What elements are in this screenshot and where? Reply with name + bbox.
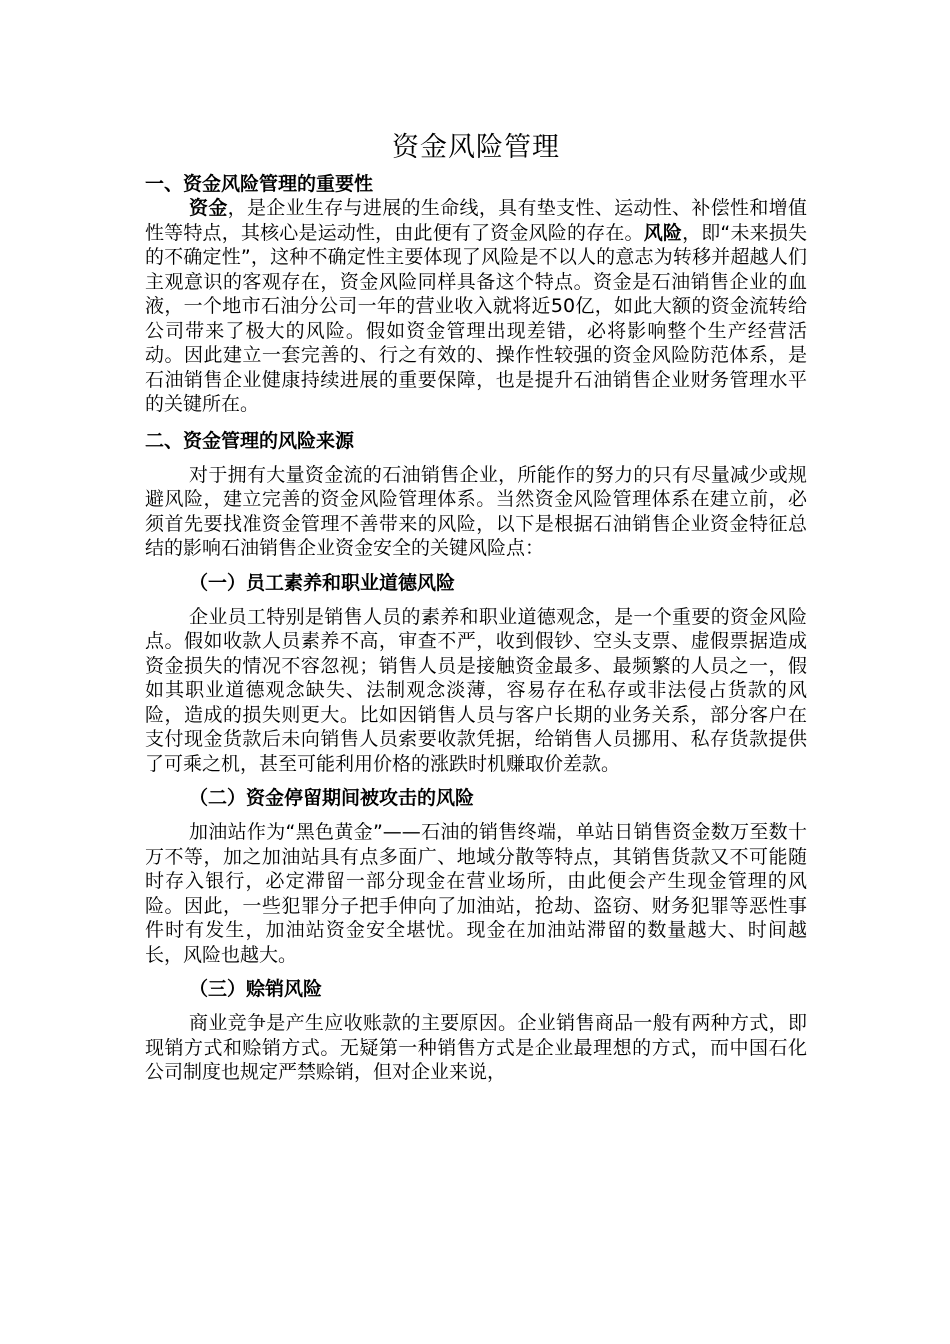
paragraph-cash-attack: 加油站作为“黑色黄金”——石油的销售终端，单站日销售资金数万至数十万不等，加之加油站具有点多面广、地域分散等特点，其销售货款又不可能随时存入银行，必定滞留一部分现金在营业场所，由此便会产生现金管理的风险。因此，一些犯罪分子把手伸向了加油站，抢劫、盗窃、财务犯罪等恶性事件时有发生，加油站资金安全堪忧。现金在加油站滞留的数量越大、时间越长，风险也越大。: [145, 821, 807, 966]
document-title: 资金风险管理: [392, 132, 560, 163]
paragraph-risk-sources-intro: 对于拥有大量资金流的石油销售企业，所能作的努力的只有尽量减少或规避风险，建立完善的资金风险管理体系。当然资金风险管理体系在建立前，必须首先要找准资金管理不善带来的风险，以下是根据石油销售企业资金特征总结的影响石油销售企业资金安全的关键风险点：: [145, 463, 807, 559]
term-risk: 风险: [643, 221, 683, 244]
subsection-heading-staff-ethics: （一）员工素养和职业道德风险: [189, 571, 456, 594]
section-heading-risk-sources: 二、资金管理的风险来源: [145, 429, 355, 452]
term-funds: 资金: [189, 197, 228, 219]
subsection-heading-cash-attack: （二）资金停留期间被攻击的风险: [189, 787, 475, 809]
document-page: [145, 128, 807, 1085]
paragraph-credit-sales: 商业竞争是产生应收账款的主要原因。企业销售商品一般有两种方式，即现销方式和赊销方式。无疑第一种销售方式是企业最理想的方式，而中国石化公司制度也规定严禁赊销，但对企业来说，: [145, 1012, 807, 1083]
paragraph-text: ，即“未来损失的不确定性”，这种不确定性主要体现了风险是不以人的意志为转移并超越人们主观意识的客观存在，资金风险同样具备这个特点。资金是石油销售企业的血液，一个地市石油分公司一年的营业收入就将近50亿，如此大额的资金流转给公司带来了极大的风险。假如资金管理出现差错，必将影响整个生产经营活动。因此建立一套完善的、行之有效的、操作性较强的资金风险防范体系，是石油销售企业健康持续进展的重要保障，也是提升石油销售企业财务管理水平的关键所在。: [145, 221, 807, 415]
paragraph-importance: [145, 196, 807, 417]
paragraph-staff-ethics: 企业员工特别是销售人员的素养和职业道德观念，是一个重要的资金风险点。假如收款人员素养不高，审查不严，收到假钞、空头支票、虚假票据造成资金损失的情况不容忽视；销售人员是接触资金最多、最频繁的人员之一，假如其职业道德观念缺失、法制观念淡薄，容易存在私存或非法侵占货款的风险，造成的损失则更大。比如因销售人员与客户长期的业务关系，部分客户在支付现金货款后未向销售人员索要收款凭据，给销售人员挪用、私存货款提供了可乘之机，甚至可能利用价格的涨跌时机赚取价差款。: [145, 605, 807, 775]
section-heading-importance: 一、资金风险管理的重要性: [145, 173, 374, 195]
subsection-heading-credit-sales: （三）赊销风险: [189, 978, 323, 1000]
paragraph-text: ，是企业生存与进展的生命线，具有垫支性、运动性、补偿性和增值性等特点，其核心是运动性，由此便有了资金风险的存在。: [145, 197, 807, 244]
